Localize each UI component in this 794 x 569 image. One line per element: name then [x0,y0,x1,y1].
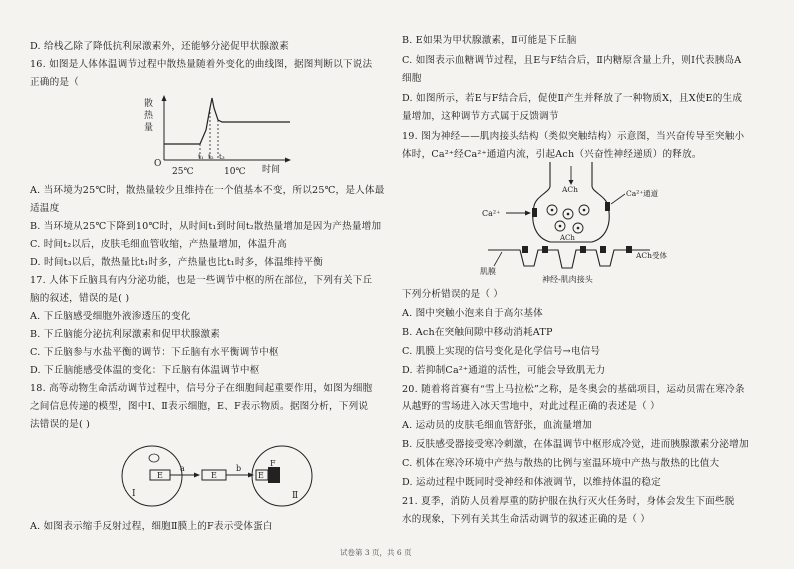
right-line-8: 下列分析错误的是（ ） [402,289,504,300]
cell1-E-label: E [157,471,163,480]
left-line-7: C. 时间t₂以后，皮肤毛细血管收缩，产热量增加，体温升高 [30,239,287,250]
left-line-6: B. 当环境从25℃下降到10℃时，从时间t₁到时间t₂散热量增加是因为产热量增加 [30,221,382,232]
graph-ylabel-char1: 散 [144,99,154,109]
right-line-7: 体时，Ca²⁺经Ca²⁺通道内流，引起Ach（兴奋性神经递质）的释放。 [402,149,702,160]
right-line-20: 水的现象，下列有关其生命活动调节的叙述正确的是（ ） [402,514,651,525]
graph-tick-10c: 10℃ [224,167,246,177]
left-line-2: 16. 如图是人体体温调节过程中散热量随着外变化的曲线图，据图判断以下说法 [30,59,373,70]
arrow-a-label: a [180,464,185,473]
right-line-15: A. 运动员的皮肤毛细血管舒张，血流量增加 [402,420,592,431]
right-line-17: C. 机体在寒冷环境中产热与散热的比例与室温环境中产热与散热的比值大 [402,458,720,469]
right-line-12: D. 若抑制Ca²⁺通道的活性，可能会导致肌无力 [402,365,606,376]
right-line-3: 细胞 [402,73,422,84]
left-line-13: C. 下丘脑参与水盐平衡的调节：下丘脑有水平衡调节中枢 [30,347,279,358]
left-line-3: 正确的是（ [30,77,79,88]
graph-ylabel-char3: 量 [144,123,154,133]
left-line-14: D. 下丘脑能感受体温的变化：下丘脑有体温调节中枢 [30,365,260,376]
middle-E-label: E [211,471,217,480]
nmj-ach-top: ACh [562,185,578,194]
cell-signaling-diagram [116,436,316,518]
heat-dissipation-graph [140,94,300,178]
left-line-18: A. 如图表示缩手反射过程，细胞Ⅱ膜上的F表示受体蛋白 [30,521,273,532]
left-line-10: 脑的叙述，错误的是( ) [30,293,130,304]
left-line-8: D. 时间t₃以后，散热量比t₁时多，产热量也比t₁时多，体温维持平衡 [30,257,323,268]
nmj-receptor-label: ACh受体 [636,251,667,260]
right-line-10: B. Ach在突触间隙中移动消耗ATP [402,327,553,338]
nmj-ach-mid: ACh [560,234,575,242]
right-line-9: A. 图中突触小泡来自于高尔基体 [402,308,543,319]
right-line-11: C. 肌膜上实现的信号变化是化学信号→电信号 [402,346,601,357]
right-line-4: D. 如图所示，若E与F结合后，促使Ⅱ产生并释放了一种物质X，且X使E的生成 [402,93,743,104]
right-line-5: 量增加，这种调节方式属于反馈调节 [402,111,559,122]
nmj-ca-label: Ca²⁺ [482,209,501,218]
right-line-1: B. E如果为甲状腺激素，Ⅱ可能是下丘脑 [402,35,577,46]
right-line-14: 从越野的雪场进入冰天雪地中，对此过程正确的表述是（ ） [402,401,660,412]
left-line-5: 适温度 [30,203,60,214]
cell2-E-label: E [258,471,264,480]
left-line-16: 之间信息传递的模型，图中Ⅰ、Ⅱ表示细胞，E、F表示物质。据图分析，下列说 [30,401,369,412]
left-line-4: A. 当环境为25℃时，散热量较少且维持在一个值基本不变，所以25℃，是人体最 [30,185,385,196]
right-line-6: 19. 图为神经——肌肉接头结构（类似突触结构）示意图，当兴奋传导至突触小 [402,131,745,142]
left-line-17: 法错误的是( ) [30,419,91,430]
receptor-F [268,467,280,483]
left-line-9: 17. 人体下丘脑具有内分泌功能，也是一些调节中枢的所在部位，下列有关下丘 [30,275,373,286]
left-line-1: D. 给栈乙除了降低抗利尿激素外，还能够分泌促甲状腺激素 [30,41,289,52]
graph-t3: t₃ [219,153,225,161]
right-line-18: D. 运动过程中既同时受神经和体液调节，以维持体温的稳定 [402,477,661,488]
graph-xlabel: 时间 [262,165,281,175]
cell2-label: Ⅱ [292,491,299,501]
left-line-12: B. 下丘脑能分泌抗利尿激素和促甲状腺激素 [30,329,221,340]
nmj-ca-channel-label: Ca²⁺通道 [626,189,659,198]
nmj-caption: 神经-肌肉接头 [542,275,593,284]
right-line-16: B. 反肤感受器接受寒冷刺激，在体温调节中枢形成冷觉，进而胰腺激素分泌增加 [402,439,749,450]
right-line-13: 20. 随着将首赛有“雪上马拉松”之称，是冬奥会的基础项目，运动员需在寒冷条 [402,384,745,395]
graph-tick-25c: 25℃ [172,167,194,177]
graph-t1: t₁ [198,153,204,161]
right-line-19: 21. 夏季，消防人员着厚重的防护服在执行灭火任务时，身体会发生下面些脱 [402,496,735,507]
cell1-label: Ⅰ [132,489,136,499]
right-line-2: C. 如图表示血糖调节过程，且E与F结合后，Ⅱ内糖原含量上升，则Ⅰ代表胰岛A [402,55,742,66]
arrow-b-label: b [236,464,242,473]
left-line-15: 18. 高等动物生命活动调节过程中，信号分子在细胞间起重要作用，如图为细胞 [30,383,373,394]
graph-t2: t₂ [208,153,214,161]
graph-ylabel-char2: 热 [144,111,154,121]
page-footer: 试卷第 3 页，共 6 页 [340,548,412,557]
receptor-F-label: F [270,459,276,468]
left-line-11: A. 下丘脑感受细胞外液渗透压的变化 [30,311,191,322]
graph-origin: O [154,159,162,169]
neuromuscular-junction-diagram [480,162,680,284]
nmj-muscle-membrane-label: 肌膜 [480,267,496,276]
